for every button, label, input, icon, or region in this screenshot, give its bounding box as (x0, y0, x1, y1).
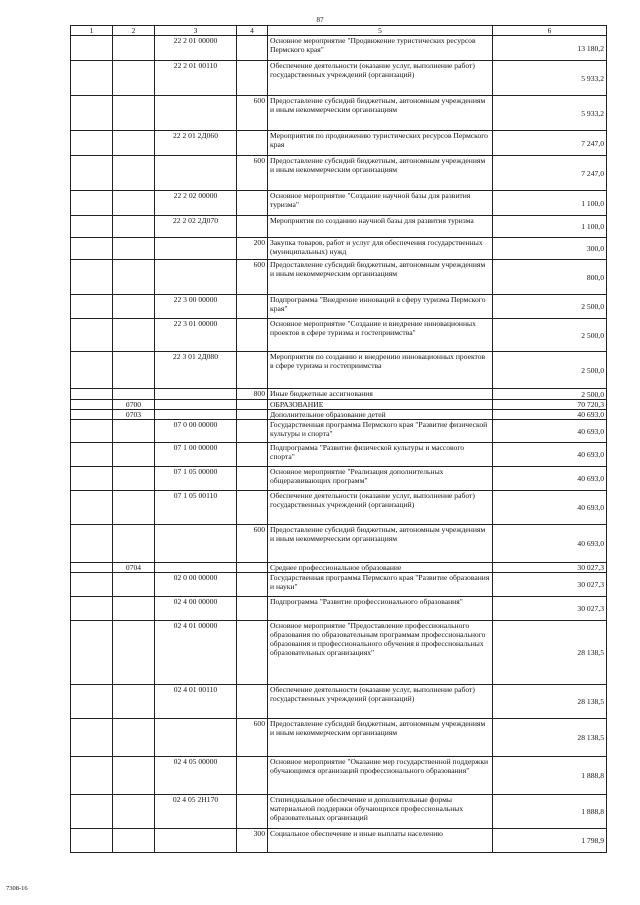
subsection-cell (113, 156, 155, 191)
subsection-cell (113, 61, 155, 96)
item-name-cell: Предоставление субсидий бюджетным, автономным учреждениям и иным некоммерческим организациям (268, 96, 493, 131)
expense-type-cell (237, 563, 268, 573)
item-name-cell: Основное мероприятие "Продвижение туристических ресурсов Пермского края" (268, 36, 493, 61)
item-name-cell: Государственная программа Пермского края "Развитие физической культуры и спорта" (268, 420, 493, 443)
section-cell (71, 685, 113, 719)
item-name-cell: Основное мероприятие "Создание и внедрение инновационных проектов в сфере туризма и гостеприимства" (268, 319, 493, 352)
item-name-cell: Среднее профессиональное образование (268, 563, 493, 573)
section-cell (71, 420, 113, 443)
target-article-cell: 22 3 01 00000 (155, 319, 237, 352)
item-name-cell: Подпрограмма "Развитие физической культуры и массового спорта" (268, 443, 493, 467)
subsection-cell (113, 191, 155, 216)
amount-cell: 40 693,0 (493, 420, 607, 443)
amount-cell: 5 933,2 (493, 96, 607, 131)
target-article-cell: 02 4 01 00110 (155, 685, 237, 719)
expense-type-cell (237, 319, 268, 352)
column-number: 5 (268, 26, 493, 36)
section-cell (71, 191, 113, 216)
section-cell (71, 467, 113, 491)
table-row (71, 131, 607, 156)
section-cell (71, 319, 113, 352)
expense-type-cell (237, 467, 268, 491)
table-row (71, 36, 607, 61)
amount-cell: 28 138,5 (493, 621, 607, 685)
target-article-cell: 07 1 00 00000 (155, 443, 237, 467)
expense-type-cell: 600 (237, 156, 268, 191)
table-row (71, 420, 607, 443)
section-cell (71, 719, 113, 757)
subsection-cell (113, 467, 155, 491)
section-cell (71, 621, 113, 685)
table-row (71, 573, 607, 597)
section-cell (71, 96, 113, 131)
table-row (71, 597, 607, 621)
target-article-cell (155, 156, 237, 191)
target-article-cell: 02 0 00 00000 (155, 573, 237, 597)
item-name-cell: Закупка товаров, работ и услуг для обеспечения государственных (муниципальных) нужд (268, 238, 493, 260)
section-cell (71, 757, 113, 795)
amount-cell: 2 500,0 (493, 389, 607, 400)
section-cell (71, 295, 113, 319)
subsection-cell (113, 525, 155, 563)
item-name-cell: Предоставление субсидий бюджетным, автономным учреждениям и иным некоммерческим организациям (268, 260, 493, 295)
target-article-cell (155, 238, 237, 260)
table-row (71, 238, 607, 260)
subsection-cell (113, 96, 155, 131)
item-name-cell: Основное мероприятие "Создание научной базы для развития туризма" (268, 191, 493, 216)
section-cell (71, 352, 113, 389)
section-cell (71, 597, 113, 621)
target-article-cell: 02 4 05 2Н170 (155, 795, 237, 829)
table-row (71, 260, 607, 295)
target-article-cell: 22 2 01 2Д060 (155, 131, 237, 156)
table-row (71, 352, 607, 389)
table-row (71, 96, 607, 131)
item-name-cell: Основное мероприятие "Оказание мер государственной поддержки обучающимся организаций профессионального образования" (268, 757, 493, 795)
target-article-cell: 22 2 01 00110 (155, 61, 237, 96)
target-article-cell (155, 389, 237, 400)
table-row (71, 216, 607, 238)
table-row (71, 319, 607, 352)
subsection-cell (113, 389, 155, 400)
target-article-cell (155, 410, 237, 420)
item-name-cell: Предоставление субсидий бюджетным, автономным учреждениям и иным некоммерческим организациям (268, 525, 493, 563)
target-article-cell: 22 2 02 2Д070 (155, 216, 237, 238)
expense-type-cell (237, 36, 268, 61)
table-row (71, 156, 607, 191)
subsection-cell (113, 757, 155, 795)
expense-type-cell: 600 (237, 719, 268, 757)
target-article-cell (155, 563, 237, 573)
subsection-cell (113, 443, 155, 467)
amount-cell: 30 027,3 (493, 597, 607, 621)
section-cell (71, 400, 113, 410)
subsection-cell (113, 260, 155, 295)
target-article-cell: 22 2 02 00000 (155, 191, 237, 216)
amount-cell: 1 888,8 (493, 757, 607, 795)
subsection-cell: 0700 (113, 400, 155, 410)
amount-cell: 7 247,0 (493, 156, 607, 191)
section-cell (71, 573, 113, 597)
target-article-cell (155, 829, 237, 853)
item-name-cell: Социальное обеспечение и иные выплаты населению (268, 829, 493, 853)
expense-type-cell: 600 (237, 525, 268, 563)
subsection-cell (113, 131, 155, 156)
expense-type-cell: 200 (237, 238, 268, 260)
item-name-cell: Обеспечение деятельности (оказание услуг, выполнение работ) государственных учреждений (организаций) (268, 61, 493, 96)
expense-type-cell: 600 (237, 260, 268, 295)
table-row (71, 525, 607, 563)
column-number: 6 (493, 26, 607, 36)
subsection-cell (113, 238, 155, 260)
budget-table (70, 25, 607, 853)
table-row (71, 563, 607, 573)
item-name-cell: Предоставление субсидий бюджетным, автономным учреждениям и иным некоммерческим организациям (268, 719, 493, 757)
amount-cell: 40 693,0 (493, 410, 607, 420)
amount-cell: 28 138,5 (493, 685, 607, 719)
page-number: 87 (316, 16, 324, 24)
section-cell (71, 238, 113, 260)
section-cell (71, 260, 113, 295)
item-name-cell: Предоставление субсидий бюджетным, автономным учреждениям и иным некоммерческим организациям (268, 156, 493, 191)
subsection-cell (113, 719, 155, 757)
expense-type-cell (237, 191, 268, 216)
subsection-cell (113, 216, 155, 238)
amount-cell: 7 247,0 (493, 131, 607, 156)
amount-cell: 28 138,5 (493, 719, 607, 757)
amount-cell: 1 888,8 (493, 795, 607, 829)
target-article-cell: 07 0 00 00000 (155, 420, 237, 443)
subsection-cell: 0703 (113, 410, 155, 420)
table-row (71, 757, 607, 795)
subsection-cell (113, 829, 155, 853)
item-name-cell: Обеспечение деятельности (оказание услуг, выполнение работ) государственных учреждений (организаций) (268, 685, 493, 719)
expense-type-cell (237, 573, 268, 597)
subsection-cell (113, 319, 155, 352)
expense-type-cell (237, 352, 268, 389)
target-article-cell (155, 400, 237, 410)
expense-type-cell (237, 216, 268, 238)
column-number: 2 (113, 26, 155, 36)
expense-type-cell (237, 400, 268, 410)
item-name-cell: Дополнительное образование детей (268, 410, 493, 420)
item-name-cell: Основное мероприятие "Реализация дополнительных общеразвивающих программ" (268, 467, 493, 491)
target-article-cell (155, 260, 237, 295)
amount-cell: 2 500,0 (493, 295, 607, 319)
section-cell (71, 563, 113, 573)
item-name-cell: Мероприятия по созданию научной базы для развития туризма (268, 216, 493, 238)
item-name-cell: Обеспечение деятельности (оказание услуг, выполнение работ) государственных учреждений (организаций) (268, 491, 493, 525)
column-number: 3 (155, 26, 237, 36)
amount-cell: 40 693,0 (493, 491, 607, 525)
section-cell (71, 410, 113, 420)
section-cell (71, 36, 113, 61)
target-article-cell: 02 4 05 00000 (155, 757, 237, 795)
target-article-cell: 02 4 01 00000 (155, 621, 237, 685)
table-row (71, 191, 607, 216)
expense-type-cell (237, 795, 268, 829)
subsection-cell (113, 352, 155, 389)
table-row (71, 719, 607, 757)
expense-type-cell (237, 621, 268, 685)
expense-type-cell (237, 685, 268, 719)
target-article-cell: 22 2 01 00000 (155, 36, 237, 61)
section-cell (71, 525, 113, 563)
subsection-cell (113, 491, 155, 525)
target-article-cell (155, 719, 237, 757)
amount-cell: 2 500,0 (493, 319, 607, 352)
section-cell (71, 389, 113, 400)
amount-cell: 40 693,0 (493, 443, 607, 467)
amount-cell: 30 027,3 (493, 563, 607, 573)
table-row (71, 400, 607, 410)
table-row (71, 621, 607, 685)
table-row (71, 829, 607, 853)
table-row (71, 295, 607, 319)
subsection-cell (113, 795, 155, 829)
expense-type-cell (237, 410, 268, 420)
item-name-cell: Мероприятия по продвижению туристических ресурсов Пермского края (268, 131, 493, 156)
subsection-cell (113, 597, 155, 621)
target-article-cell: 07 1 05 00110 (155, 491, 237, 525)
amount-cell: 40 693,0 (493, 525, 607, 563)
item-name-cell: Подпрограмма "Развитие профессионального образования" (268, 597, 493, 621)
item-name-cell: Мероприятия по созданию и внедрению инновационных проектов в сфере туризма и гостеприимства (268, 352, 493, 389)
footer-code: 7308-16 (6, 885, 28, 892)
subsection-cell (113, 295, 155, 319)
amount-cell: 13 180,2 (493, 36, 607, 61)
expense-type-cell (237, 61, 268, 96)
section-cell (71, 216, 113, 238)
target-article-cell: 07 1 05 00000 (155, 467, 237, 491)
table-row (71, 389, 607, 400)
target-article-cell (155, 96, 237, 131)
section-cell (71, 131, 113, 156)
expense-type-cell: 800 (237, 389, 268, 400)
target-article-cell: 22 3 01 2Д080 (155, 352, 237, 389)
amount-cell: 300,0 (493, 238, 607, 260)
table-row (71, 685, 607, 719)
table-row (71, 491, 607, 525)
target-article-cell: 22 3 00 00000 (155, 295, 237, 319)
expense-type-cell (237, 443, 268, 467)
item-name-cell: Государственная программа Пермского края "Развитие образования и науки" (268, 573, 493, 597)
expense-type-cell: 300 (237, 829, 268, 853)
expense-type-cell (237, 491, 268, 525)
item-name-cell: Иные бюджетные ассигнования (268, 389, 493, 400)
target-article-cell: 02 4 00 00000 (155, 597, 237, 621)
amount-cell: 1 100,0 (493, 216, 607, 238)
column-number: 1 (71, 26, 113, 36)
column-number: 4 (237, 26, 268, 36)
subsection-cell (113, 621, 155, 685)
section-cell (71, 829, 113, 853)
section-cell (71, 443, 113, 467)
item-name-cell: Основное мероприятие "Предоставление профессионального образования по образовательным программам профессионального образования и профессионального обучения в профессиональных образовательных организациях" (268, 621, 493, 685)
amount-cell: 1 100,0 (493, 191, 607, 216)
subsection-cell (113, 36, 155, 61)
item-name-cell: ОБРАЗОВАНИЕ (268, 400, 493, 410)
column-number-row (71, 26, 607, 36)
table-row (71, 443, 607, 467)
section-cell (71, 491, 113, 525)
target-article-cell (155, 525, 237, 563)
section-cell (71, 795, 113, 829)
subsection-cell (113, 420, 155, 443)
table-row (71, 467, 607, 491)
item-name-cell: Подпрограмма "Внедрение инноваций в сферу туризма Пермского края" (268, 295, 493, 319)
amount-cell: 5 933,2 (493, 61, 607, 96)
expense-type-cell (237, 597, 268, 621)
expense-type-cell (237, 420, 268, 443)
amount-cell: 30 027,3 (493, 573, 607, 597)
section-cell (71, 156, 113, 191)
expense-type-cell: 600 (237, 96, 268, 131)
expense-type-cell (237, 757, 268, 795)
amount-cell: 1 798,9 (493, 829, 607, 853)
amount-cell: 2 500,0 (493, 352, 607, 389)
amount-cell: 40 693,0 (493, 467, 607, 491)
subsection-cell (113, 685, 155, 719)
table-row (71, 61, 607, 96)
amount-cell: 70 720,3 (493, 400, 607, 410)
table-row (71, 795, 607, 829)
section-cell (71, 61, 113, 96)
amount-cell: 800,0 (493, 260, 607, 295)
item-name-cell: Стипендиальное обеспечение и дополнительные формы материальной поддержки обучающихся профессиональных образовательных организаций (268, 795, 493, 829)
table-row (71, 410, 607, 420)
expense-type-cell (237, 131, 268, 156)
subsection-cell (113, 573, 155, 597)
subsection-cell: 0704 (113, 563, 155, 573)
expense-type-cell (237, 295, 268, 319)
